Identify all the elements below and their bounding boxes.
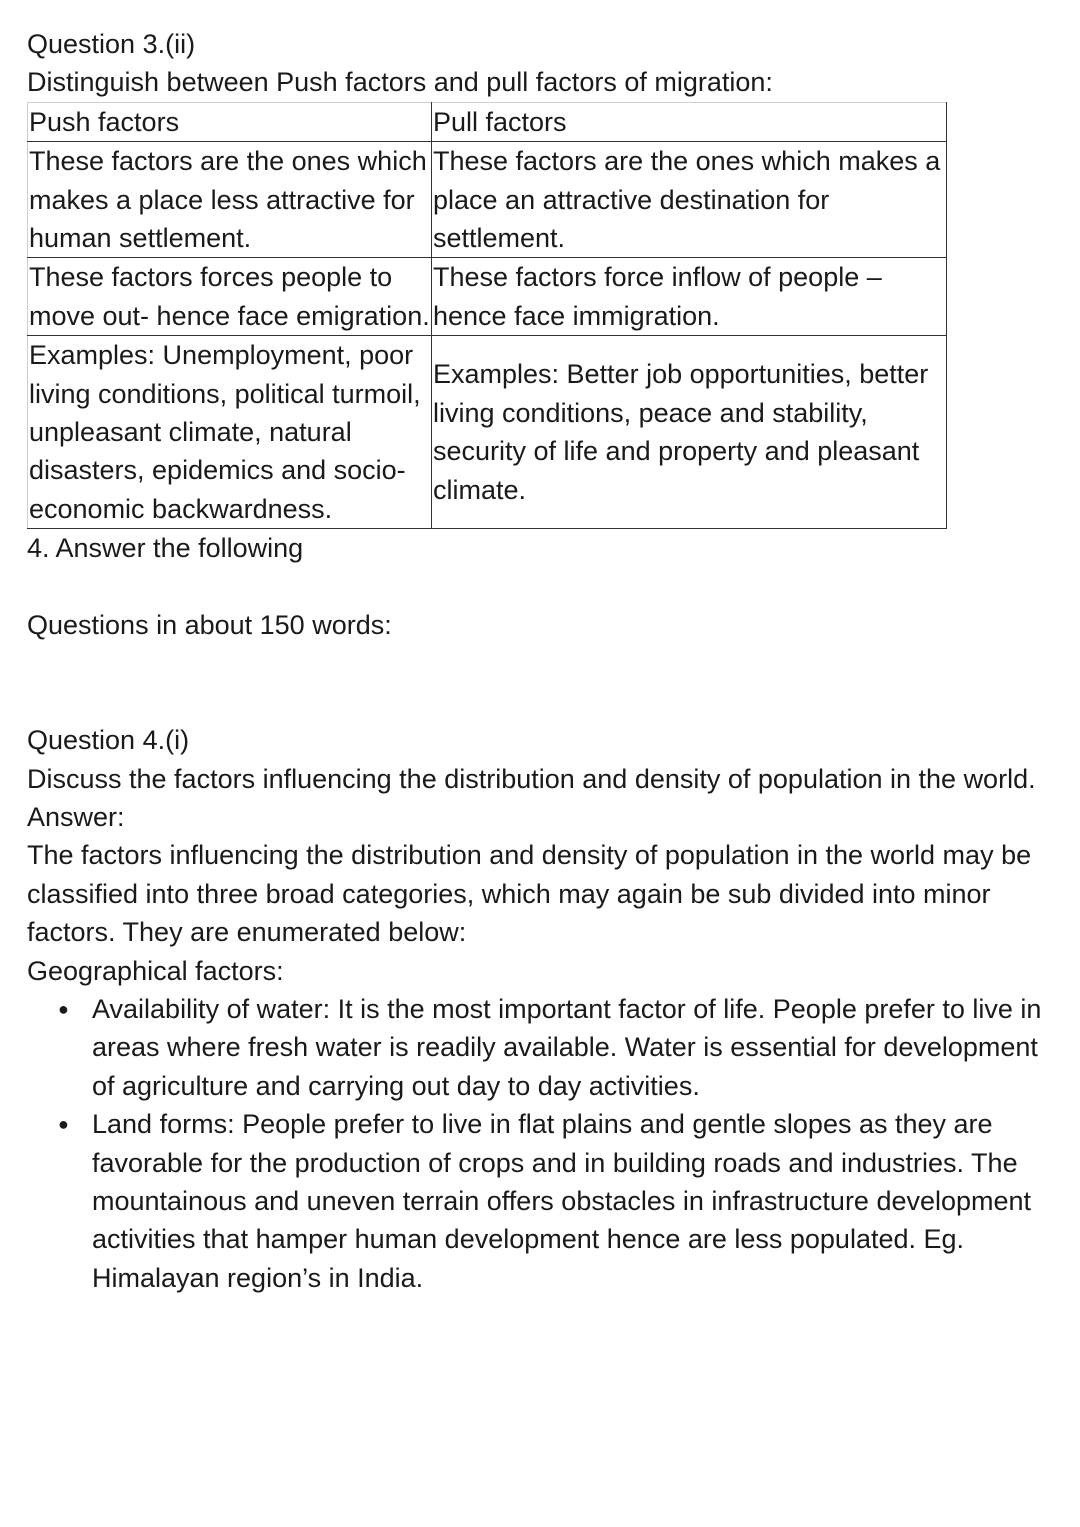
table-row (28, 258, 947, 336)
question-4-heading: Question 4.(i) (27, 725, 190, 756)
geographical-factors-heading: Geographical factors: (27, 955, 284, 986)
table-row (28, 142, 947, 258)
question-3-heading: Question 3.(ii) (27, 29, 196, 59)
table-cell-push: Examples: Unemployment, poor living conditions, political turmoil, unpleasant climate, natural disasters, epidemics and socio-economic backwardness. (28, 336, 432, 529)
list-item (58, 1105, 1057, 1297)
bullet-icon: ● (58, 998, 69, 1019)
header-pull-factors: Pull factors (432, 102, 947, 141)
bullet-icon: ● (58, 1114, 69, 1135)
table-cell-push: These factors are the ones which makes a place less attractive for human settlement. (28, 142, 432, 258)
table-cell-pull: Examples: Better job opportunities, better living conditions, peace and stability, security of life and property and pleasant climate. (432, 336, 947, 529)
factors-list (27, 990, 1057, 1297)
table-cell-pull: These factors force inflow of people – hence face immigration. (432, 258, 947, 336)
table-cell-pull: These factors are the ones which makes a place an attractive destination for settlement. (432, 142, 947, 258)
list-item-text: Availability of water: It is the most important factor of life. People prefer to live in areas where fresh water is readily available. Water is essential for development of agriculture and carrying out day to day activities. (92, 993, 1042, 1101)
table-row (28, 336, 947, 529)
question-3-prompt: Distinguish between Push factors and pull factors of migration: (27, 67, 773, 98)
answer-intro: The factors influencing the distribution and density of population in the world may be classified into three broad categories, which may again be sub divided into minor factors. They are enumerated below: (27, 840, 1032, 948)
section-4-title: 4. Answer the following (27, 533, 304, 564)
section-4-subtitle: Questions in about 150 words: (27, 609, 392, 640)
table-header-row (28, 102, 947, 141)
header-push-factors: Push factors (28, 102, 432, 141)
list-item (58, 990, 1057, 1105)
answer-label: Answer: (27, 801, 125, 832)
push-pull-table (27, 102, 947, 529)
document-page (27, 25, 1057, 1297)
question-4-prompt: Discuss the factors influencing the distribution and density of population in the world. (27, 763, 1036, 794)
list-item-text: Land forms: People prefer to live in flat plains and gentle slopes as they are favorable for the production of crops and in building roads and industries. The mountainous and uneven terrain offers obstacles in infrastructure development activities that hamper human development hence are less populated. Eg. Himalayan region’s in India. (92, 1109, 1032, 1293)
table-cell-push: These factors forces people to move out- hence face emigration. (28, 258, 432, 336)
